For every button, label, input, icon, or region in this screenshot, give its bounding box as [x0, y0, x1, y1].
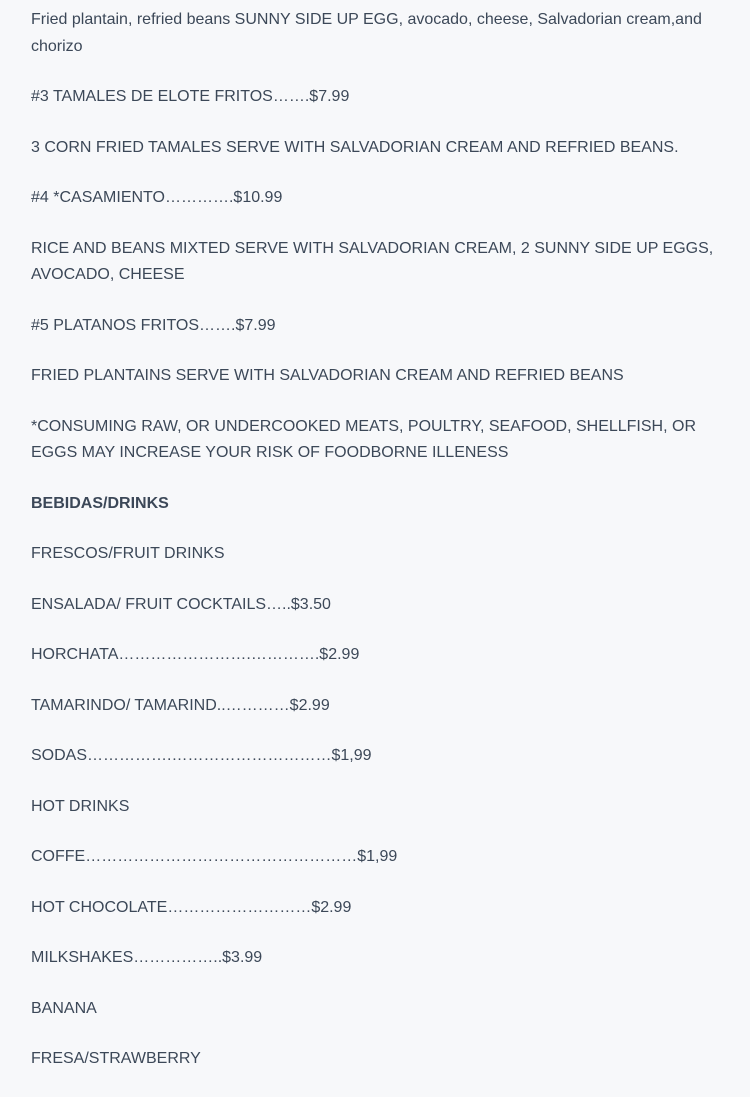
subsection-hot-drinks: HOT DRINKS: [31, 797, 130, 815]
dish-description: FRIED PLANTAINS SERVE WITH SALVADORIAN CREAM AND REFRIED BEANS: [31, 367, 624, 384]
food-safety-warning: *CONSUMING RAW, OR UNDERCOOKED MEATS, POULTRY, SEAFOOD, SHELLFISH, OR EGGS MAY INCREASE YOUR RISK OF FOODBORNE ILLENESS: [31, 417, 696, 461]
drink-item: HORCHATA…………………….………….$2.99: [31, 646, 360, 663]
drink-item: MILKSHAKES……………..$3.99: [31, 949, 263, 966]
drink-item: SODAS…………….…………………………$1,99: [31, 747, 372, 764]
subsection-fruit-drinks: FRESCOS/FRUIT DRINKS: [31, 545, 225, 562]
dish-title-tamales: #3 TAMALES DE ELOTE FRITOS…….$7.99: [31, 88, 350, 105]
dish-description: Fried plantain, refried beans SUNNY SIDE UP EGG, avocado, cheese, Salvadorian cream,and chorizo: [31, 11, 702, 55]
dish-title-platanos: #5 PLATANOS FRITOS…….$7.99: [31, 316, 276, 334]
milkshake-flavor: BANANA: [31, 999, 97, 1017]
drink-item: ENSALADA/ FRUIT COCKTAILS…..$3.50: [31, 595, 331, 613]
section-heading-drinks: BEBIDAS/DRINKS: [31, 494, 169, 512]
dish-description: RICE AND BEANS MIXTED SERVE WITH SALVADORIAN CREAM, 2 SUNNY SIDE UP EGGS, AVOCADO, CHEESE: [31, 239, 714, 283]
dish-description: 3 CORN FRIED TAMALES SERVE WITH SALVADORIAN CREAM AND REFRIED BEANS.: [31, 138, 679, 156]
drink-item: HOT CHOCOLATE………………………$2.99: [31, 898, 352, 916]
milkshake-flavor: FRESA/STRAWBERRY: [31, 1050, 201, 1067]
dish-title-casamiento: #4 *CASAMIENTO………….$10.99: [31, 189, 283, 206]
drink-item: COFFE……………………………………………$1,99: [31, 848, 398, 865]
drink-item: TAMARINDO/ TAMARIND..…………$2.99: [31, 696, 330, 714]
menu-content: [31, 7, 721, 1097]
